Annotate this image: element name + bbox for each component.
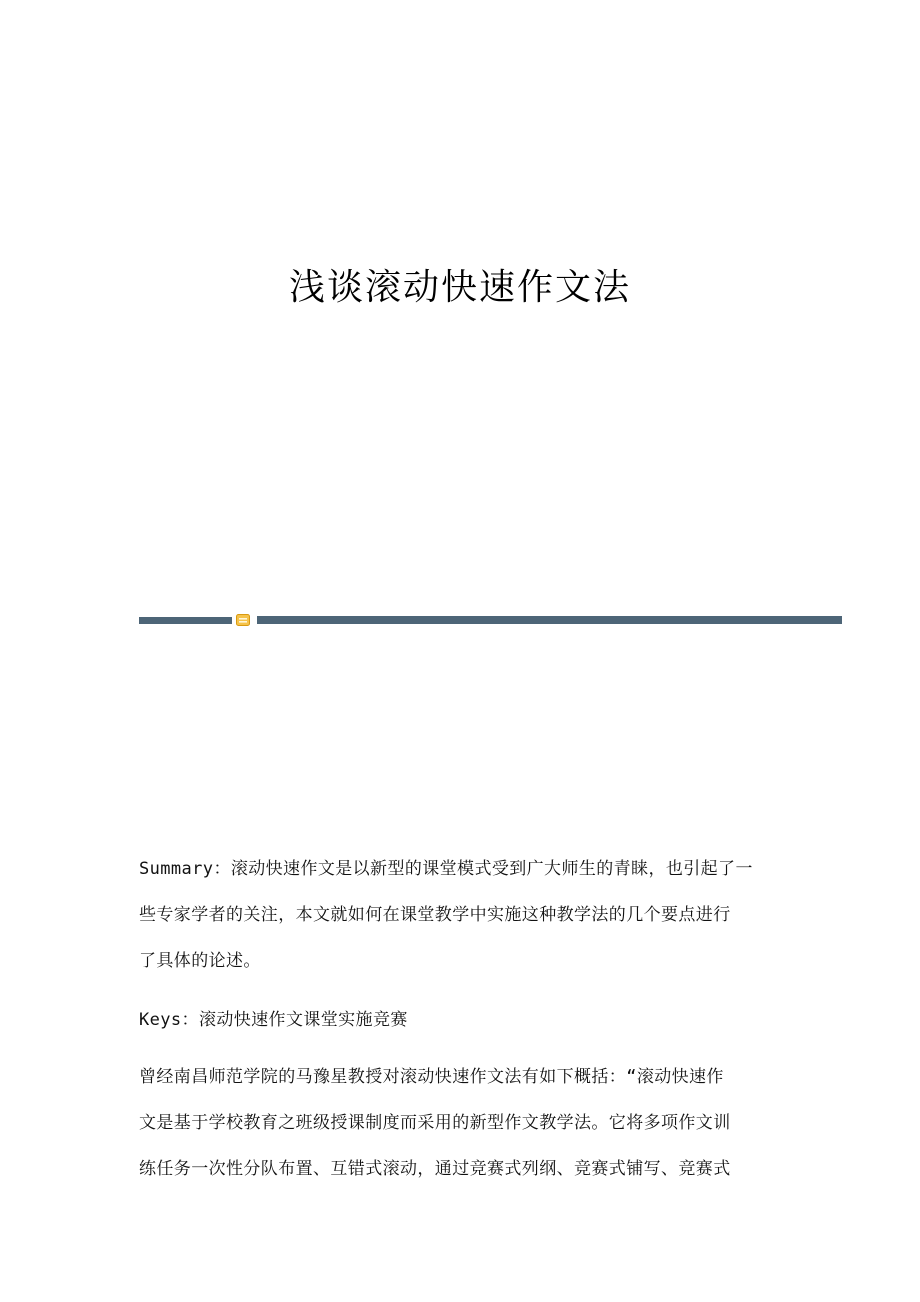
divider-badge-icon — [236, 614, 250, 626]
intro-line: 文是基于学校教育之班级授课制度而采用的新型作文教学法。它将多项作文训 — [139, 1113, 731, 1133]
summary-line: 了具体的论述。 — [139, 951, 261, 971]
divider-bar-right — [257, 616, 842, 624]
summary-paragraph — [139, 846, 789, 984]
summary-line: 些专家学者的关注，本文就如何在课堂教学中实施这种教学法的几个要点进行 — [139, 905, 731, 925]
intro-line: 练任务一次性分队布置、互错式滚动，通过竞赛式列纲、竞赛式铺写、竞赛式 — [139, 1159, 731, 1179]
summary-line: Summary：滚动快速作文是以新型的课堂模式受到广大师生的青睐，也引起了一 — [139, 859, 753, 879]
keywords-paragraph — [139, 997, 789, 1043]
intro-line: 曾经南昌师范学院的马豫星教授对滚动快速作文法有如下概括：“滚动快速作 — [139, 1067, 724, 1087]
keywords-line: Keys：滚动快速作文课堂实施竞赛 — [139, 1010, 408, 1030]
intro-paragraph — [139, 1054, 789, 1192]
document-title: 浅谈滚动快速作文法 — [288, 267, 631, 308]
divider-bar-left — [139, 617, 232, 624]
section-divider — [139, 612, 842, 628]
